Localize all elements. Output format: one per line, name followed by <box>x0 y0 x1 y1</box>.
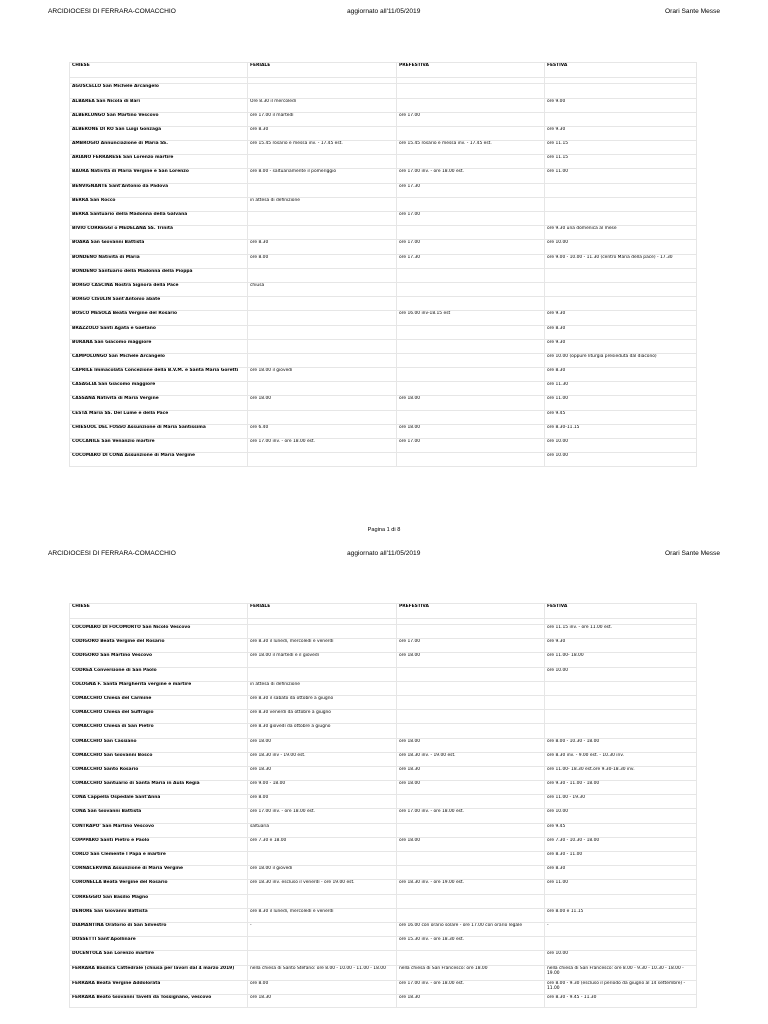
church-name-cell: BORGO CASCINA Nostra Signora della Pace <box>70 282 248 296</box>
prefestiva-cell <box>397 667 545 681</box>
diocese-name: ARCIDIOCESI DI FERRARA-COMACCHIO <box>48 8 176 15</box>
feriale-cell: ore 8.30 il sabato da ottobre a giugno <box>248 695 397 709</box>
feriale-cell <box>248 625 397 639</box>
church-name-cell: COMACCHIO Santo Rosario <box>70 766 248 780</box>
church-name-cell: DUCENTOLA San Lorenzo martire <box>70 951 248 965</box>
prefestiva-cell: ore 18.30 inv. - 19.00 est. <box>397 752 545 766</box>
church-name-cell: FERRARA Basilica Cattedrale (chiusa per lavori dal 4 marzo 2019) <box>70 965 248 980</box>
church-name-cell: COCCANILE San Venanzio martire <box>70 439 248 453</box>
table-row <box>70 695 697 709</box>
church-name-cell: DIAMANTINA Oratorio di San Silvestro <box>70 922 248 936</box>
festiva-cell: ore 8.30 - 11.00 <box>545 852 697 866</box>
feriale-cell: ore 9.00 - 18.00 <box>248 781 397 795</box>
prefestiva-cell <box>397 951 545 965</box>
church-name-cell: CODREA Conversione di San Paolo <box>70 667 248 681</box>
festiva-cell <box>545 268 697 282</box>
table-row <box>70 781 697 795</box>
festiva-cell: ore 11.00- 18.30 est.ore 9.30-18.30 inv. <box>545 766 697 780</box>
festiva-cell: ore 11.15 <box>545 155 697 169</box>
festiva-cell: ore 9.30 <box>545 126 697 140</box>
feriale-cell: ore 18.00 <box>248 738 397 752</box>
prefestiva-cell <box>397 339 545 353</box>
church-name-cell: BENVIGNANTE Sant'Antonio da Padova <box>70 183 248 197</box>
feriale-cell: ore 18.30 inv - 19.00 est. <box>248 752 397 766</box>
feriale-cell: ore 17.00 inv. - ore 18.00 est. <box>248 439 397 453</box>
feriale-cell: ore 8.30 venerdì da ottobre a giugno <box>248 710 397 724</box>
festiva-cell: ore 11.00 <box>545 880 697 894</box>
table-row <box>70 894 697 908</box>
festiva-cell <box>545 695 697 709</box>
festiva-cell: ore 11.00- 18.00 <box>545 653 697 667</box>
church-name-cell: COMACCHIO Chiesa del Carmine <box>70 695 248 709</box>
feriale-cell <box>248 453 397 467</box>
feriale-cell: ore 18.00 il giovedì <box>248 866 397 880</box>
column-header-festiva: FESTIVA <box>545 63 697 78</box>
prefestiva-cell <box>397 908 545 922</box>
church-name-cell: DENORE San Giovanni Battista <box>70 908 248 922</box>
prefestiva-cell: ore 17.00 <box>397 240 545 254</box>
table-row <box>70 823 697 837</box>
church-name-cell: CHIESUOL DEL FOSSO Assunzione di Maria Santissima <box>70 424 248 438</box>
table-row <box>70 410 697 424</box>
festiva-cell: ore 8.30 <box>545 368 697 382</box>
prefestiva-cell <box>397 382 545 396</box>
feriale-cell: ore 17.00 il martedì <box>248 112 397 126</box>
table-row <box>70 852 697 866</box>
feriale-cell <box>248 353 397 367</box>
prefestiva-cell: ore 17.00 <box>397 112 545 126</box>
feriale-cell: ore 8.30 giovedì da ottobre a giugno <box>248 724 397 738</box>
table-row <box>70 254 697 268</box>
prefestiva-cell: ore 15.45 rosario e messa inv. - 17.45 est. <box>397 141 545 155</box>
table-row <box>70 197 697 211</box>
feriale-cell: ore 8.00 - saltuariamente il pomeriggio <box>248 169 397 183</box>
festiva-cell <box>545 710 697 724</box>
festiva-cell: ore 9.30 <box>545 339 697 353</box>
table-row <box>70 639 697 653</box>
table-row <box>70 439 697 453</box>
feriale-cell: ore 8.30 il lunedì, mercoledì e venerdì <box>248 908 397 922</box>
table-row <box>70 339 697 353</box>
church-name-cell: FERRARA Beato Giovanni Tavelli da Tossignano, vescovo <box>70 994 248 1007</box>
church-name-cell: CAMPOLUNGO San Michele Arcangelo <box>70 353 248 367</box>
table-row <box>70 653 697 667</box>
church-name-cell: CONA Cappella Ospedale Sant'Anna <box>70 795 248 809</box>
church-name-cell: COMACCHIO Santuario di Santa Maria in Aula Regia <box>70 781 248 795</box>
feriale-cell: ore 18.30 <box>248 994 397 1007</box>
church-name-cell: ALBAREA San Nicola di Bari <box>70 98 248 112</box>
festiva-cell <box>545 724 697 738</box>
festiva-cell: ore 8.30-11.15 <box>545 424 697 438</box>
feriale-cell <box>248 410 397 424</box>
table-row <box>70 368 697 382</box>
church-name-cell: CORREGGIO San Basilio Magno <box>70 894 248 908</box>
festiva-cell: ore 9.30 <box>545 311 697 325</box>
prefestiva-cell: ore 17.00 <box>397 439 545 453</box>
prefestiva-cell <box>397 695 545 709</box>
table-row <box>70 937 697 951</box>
prefestiva-cell: ore 18.00 <box>397 653 545 667</box>
diocese-name: ARCIDIOCESI DI FERRARA-COMACCHIO <box>48 550 176 557</box>
prefestiva-cell <box>397 126 545 140</box>
festiva-cell <box>545 937 697 951</box>
feriale-cell <box>248 894 397 908</box>
table-row <box>70 724 697 738</box>
festiva-cell: ore 10.00 (oppure liturgia presieduta dal diacono) <box>545 353 697 367</box>
feriale-cell: ore 18.00 il giovedì <box>248 368 397 382</box>
table-row <box>70 667 697 681</box>
table-row <box>70 353 697 367</box>
church-name-cell: ARIANO FERRARESE San Lorenzo martire <box>70 155 248 169</box>
table-row <box>70 98 697 112</box>
table-row <box>70 710 697 724</box>
festiva-cell: ore 10.00 <box>545 951 697 965</box>
feriale-cell <box>248 937 397 951</box>
feriale-cell: ore 8.00 <box>248 254 397 268</box>
church-name-cell: DOSSETTI Sant'Apollinare <box>70 937 248 951</box>
column-header-chiese: CHIESE <box>70 63 248 78</box>
feriale-cell <box>248 268 397 282</box>
table-row <box>70 965 697 980</box>
church-name-cell: CONA San Giovanni Battista <box>70 809 248 823</box>
feriale-cell: ore 8.30 <box>248 126 397 140</box>
feriale-cell <box>248 212 397 226</box>
festiva-cell: ore 8.00 e 11.15 <box>545 908 697 922</box>
church-name-cell: BIVIO CORREGGI o MEDELANA SS. Trinità <box>70 226 248 240</box>
festiva-cell <box>545 84 697 99</box>
prefestiva-cell <box>397 84 545 99</box>
table-row <box>70 453 697 467</box>
table-row <box>70 212 697 226</box>
festiva-cell <box>545 183 697 197</box>
church-name-cell: CASAGLIA San Giacomo maggiore <box>70 382 248 396</box>
mass-schedule-table-page1 <box>69 62 697 467</box>
prefestiva-cell <box>397 98 545 112</box>
table-row <box>70 922 697 936</box>
prefestiva-cell: ore 18.00 <box>397 837 545 851</box>
table-row <box>70 795 697 809</box>
prefestiva-cell <box>397 353 545 367</box>
festiva-cell: ore 10.00 <box>545 240 697 254</box>
festiva-cell: ore 10.00 <box>545 453 697 467</box>
column-header-feriale: FERIALE <box>248 63 397 78</box>
prefestiva-cell: ore 18.30 <box>397 766 545 780</box>
church-name-cell: BOSCO MESOLA Beata Vergine del Rosario <box>70 311 248 325</box>
church-name-cell: CODIGORO Beata Vergine del Rosario <box>70 639 248 653</box>
feriale-cell <box>248 667 397 681</box>
church-name-cell: BAURA Natività di Maria Vergine e San Lorenzo <box>70 169 248 183</box>
festiva-cell <box>545 197 697 211</box>
prefestiva-cell: ore 17.00 inv. - ore 18.00 est. <box>397 169 545 183</box>
table-row <box>70 396 697 410</box>
table-row <box>70 880 697 894</box>
festiva-cell: ore 10.00 <box>545 667 697 681</box>
table-row <box>70 908 697 922</box>
feriale-cell <box>248 155 397 169</box>
table-header-row <box>70 604 697 619</box>
festiva-cell: ore 8.30 inv. - 9.00 est. - 10.30 inv. <box>545 752 697 766</box>
festiva-cell: ore 7.30 - 10.30 - 18.00 <box>545 837 697 851</box>
update-date: aggiornato all'11/05/2019 <box>347 550 421 557</box>
festiva-cell <box>545 282 697 296</box>
festiva-cell: ore 11.15 inv. - ore 11.00 est. <box>545 625 697 639</box>
prefestiva-cell: ore 18.00 <box>397 781 545 795</box>
church-name-cell: CAPRILE Immacolata Concezione della B.V.M. e Santa Maria Goretti <box>70 368 248 382</box>
prefestiva-cell <box>397 681 545 695</box>
table-row <box>70 297 697 311</box>
church-name-cell: CORLO San Clemente I Papa e martire <box>70 852 248 866</box>
festiva-cell: ore 11.00 - 19.30 <box>545 795 697 809</box>
festiva-cell <box>545 297 697 311</box>
feriale-cell: - <box>248 922 397 936</box>
feriale-cell: ore 8.00 <box>248 795 397 809</box>
table-row <box>70 809 697 823</box>
feriale-cell: nella chiesa di Santo Stefano: ore 8.00 - 10.00 - 11.00 - 18.00 <box>248 965 397 980</box>
table-row <box>70 84 697 99</box>
column-header-prefestiva: PREFESTIVA <box>397 604 545 619</box>
church-name-cell: FERRARA Beata Vergine Addolorata <box>70 980 248 994</box>
table-row <box>70 752 697 766</box>
prefestiva-cell <box>397 297 545 311</box>
table-row <box>70 112 697 126</box>
table-row <box>70 980 697 994</box>
prefestiva-cell: ore 18.30 <box>397 994 545 1007</box>
prefestiva-cell: ore 17.00 inv. - ore 18.00 est. <box>397 809 545 823</box>
table-row <box>70 311 697 325</box>
church-name-cell: CODIGORO San Martino Vescovo <box>70 653 248 667</box>
table-row <box>70 738 697 752</box>
church-name-cell: BURANA San Giacomo maggiore <box>70 339 248 353</box>
prefestiva-cell <box>397 325 545 339</box>
church-name-cell: BORGO CISULIN Sant'Antonio abate <box>70 297 248 311</box>
feriale-cell: ore 8.30 il lunedì, mercoledì e venerdì <box>248 639 397 653</box>
page1-header <box>48 8 720 20</box>
feriale-cell: ore 7.30 e 18.00 <box>248 837 397 851</box>
table-row <box>70 866 697 880</box>
festiva-cell <box>545 212 697 226</box>
church-name-cell: CASSANA Natività di Maria Vergine <box>70 396 248 410</box>
document-title: Orari Sante Messe <box>665 550 720 557</box>
church-name-cell: AGUSCELLO San Michele Arcangelo <box>70 84 248 99</box>
prefestiva-cell <box>397 268 545 282</box>
table-row <box>70 282 697 296</box>
festiva-cell: ore 9.30 <box>545 639 697 653</box>
prefestiva-cell <box>397 282 545 296</box>
prefestiva-cell: ore 16.00 inv-18.15 est <box>397 311 545 325</box>
table-row <box>70 183 697 197</box>
table-row <box>70 141 697 155</box>
feriale-cell <box>248 226 397 240</box>
festiva-cell: ore 9.30 - 11.00 - 18.00 <box>545 781 697 795</box>
page2-header <box>48 550 720 562</box>
festiva-cell: ore 8.30 <box>545 866 697 880</box>
table-row <box>70 382 697 396</box>
table-row <box>70 681 697 695</box>
church-name-cell: CORONELLA Beata Vergine del Rosario <box>70 880 248 894</box>
feriale-cell <box>248 325 397 339</box>
table-header-row <box>70 63 697 78</box>
table-row <box>70 994 697 1007</box>
page-number: Pagina 1 di 8 <box>367 527 401 533</box>
feriale-cell: in attesa di definizione <box>248 681 397 695</box>
church-name-cell: CORNACERVINA Assunzione di Maria Vergine <box>70 866 248 880</box>
table-row <box>70 424 697 438</box>
festiva-cell <box>545 681 697 695</box>
festiva-cell: ore 10.00 <box>545 439 697 453</box>
prefestiva-cell: ore 18.30 inv. - ore 19.00 est. <box>397 880 545 894</box>
festiva-cell: ore 10.00 <box>545 809 697 823</box>
church-name-cell: CONTRAPO' San Martino Vescovo <box>70 823 248 837</box>
prefestiva-cell <box>397 453 545 467</box>
feriale-cell <box>248 311 397 325</box>
prefestiva-cell <box>397 724 545 738</box>
table-row <box>70 951 697 965</box>
festiva-cell: ore 8.30 <box>545 325 697 339</box>
festiva-cell: ore 11.00 <box>545 169 697 183</box>
table-row <box>70 766 697 780</box>
table-row <box>70 625 697 639</box>
table-row <box>70 126 697 140</box>
prefestiva-cell: ore 18.00 <box>397 738 545 752</box>
feriale-cell: ore 8.00 <box>248 980 397 994</box>
feriale-cell <box>248 339 397 353</box>
feriale-cell: in attesa di definizione <box>248 197 397 211</box>
church-name-cell: AMBROGIO Annunciazione di Maria SS. <box>70 141 248 155</box>
church-name-cell: ALBERONE DI RO San Luigi Gonzaga <box>70 126 248 140</box>
festiva-cell: ore 11.00 <box>545 396 697 410</box>
church-name-cell: BOARA San Giovanni Battista <box>70 240 248 254</box>
column-header-festiva: FESTIVA <box>545 604 697 619</box>
church-name-cell: COPPPARO Santi Pietro e Paolo <box>70 837 248 851</box>
table-row <box>70 837 697 851</box>
table-row <box>70 169 697 183</box>
feriale-cell: saltuaria <box>248 823 397 837</box>
prefestiva-cell <box>397 852 545 866</box>
prefestiva-cell <box>397 866 545 880</box>
feriale-cell: ore 18.00 il martedì e il giovedì <box>248 653 397 667</box>
table-row <box>70 268 697 282</box>
festiva-cell: ore 11.30 <box>545 382 697 396</box>
mass-schedule-table-page2 <box>69 603 697 1008</box>
prefestiva-cell <box>397 368 545 382</box>
prefestiva-cell: ore 17.00 inv. - ore 18.00 est. <box>397 980 545 994</box>
festiva-cell: ore 9.30 una domenica al mese <box>545 226 697 240</box>
prefestiva-cell <box>397 894 545 908</box>
prefestiva-cell: ore 18.00 <box>397 424 545 438</box>
festiva-cell: ore 9.45 <box>545 823 697 837</box>
feriale-cell <box>248 382 397 396</box>
festiva-cell: ore 9.00 - 10.00 - 11.30 (centro Maria della pace) - 17.30 <box>545 254 697 268</box>
prefestiva-cell: ore 17.30 <box>397 254 545 268</box>
prefestiva-cell <box>397 155 545 169</box>
table-row <box>70 240 697 254</box>
church-name-cell: ALBERLUNGO San Martino Vescovo <box>70 112 248 126</box>
prefestiva-cell: ore 17.00 <box>397 639 545 653</box>
feriale-cell <box>248 84 397 99</box>
prefestiva-cell: ore 15.30 inv. - ore 18.30 est. <box>397 937 545 951</box>
feriale-cell: chiusa <box>248 282 397 296</box>
feriale-cell: ore 6.40 <box>248 424 397 438</box>
feriale-cell <box>248 852 397 866</box>
feriale-cell: ore 15.45 rosario e messa inv. - 17.45 est. <box>248 141 397 155</box>
feriale-cell: ore 18.30 inv. escluso il venerdì - ore 19.00 est. <box>248 880 397 894</box>
feriale-cell: ore 18.00 <box>248 396 397 410</box>
church-name-cell: CESTA Maria SS. Del Lume e della Pace <box>70 410 248 424</box>
church-name-cell: BERRA Santuario della Madonna della Galvana <box>70 212 248 226</box>
festiva-cell: ore 8.00 - 10.30 - 18.00 <box>545 738 697 752</box>
prefestiva-cell <box>397 410 545 424</box>
prefestiva-cell: ore 16.00 con orario solare - ore 17.00 con orario legale <box>397 922 545 936</box>
church-name-cell: COCOMARO DI FOCOMORTO San Nicolò Vescovo <box>70 625 248 639</box>
festiva-cell: ore 8.00 - 9.30 (escluso il periodo da giugno al 14 settembre) - 11.00 <box>545 980 697 994</box>
document-title: Orari Sante Messe <box>665 8 720 15</box>
feriale-cell: Ore 8.30 il mercoledì <box>248 98 397 112</box>
prefestiva-cell <box>397 823 545 837</box>
church-name-cell: BRAZZOLO Santi Agata e Gaetano <box>70 325 248 339</box>
column-header-feriale: FERIALE <box>248 604 397 619</box>
festiva-cell: - <box>545 922 697 936</box>
festiva-cell: ore 9.00 <box>545 98 697 112</box>
church-name-cell: BONDENO Santuario della Madonna della Pioppa <box>70 268 248 282</box>
table-row <box>70 155 697 169</box>
church-name-cell: COMACCHIO San Cassiano <box>70 738 248 752</box>
column-header-prefestiva: PREFESTIVA <box>397 63 545 78</box>
festiva-cell: ore 9.45 <box>545 410 697 424</box>
feriale-cell: ore 8.30 <box>248 240 397 254</box>
church-name-cell: COLOGNA F. Santa Margherita vergine e martire <box>70 681 248 695</box>
prefestiva-cell: ore 17.30 <box>397 183 545 197</box>
feriale-cell <box>248 297 397 311</box>
prefestiva-cell: ore 17.00 <box>397 212 545 226</box>
prefestiva-cell <box>397 625 545 639</box>
festiva-cell: ore 11.15 <box>545 141 697 155</box>
church-name-cell: COMACCHIO Chiesa di San Pietro <box>70 724 248 738</box>
festiva-cell <box>545 112 697 126</box>
table-row <box>70 226 697 240</box>
column-header-chiese: CHIESE <box>70 604 248 619</box>
prefestiva-cell <box>397 710 545 724</box>
prefestiva-cell <box>397 795 545 809</box>
church-name-cell: COCOMARO DI CONA Assunzione di Maria Vergine <box>70 453 248 467</box>
church-name-cell: COMACCHIO San Giovanni Bosco <box>70 752 248 766</box>
feriale-cell <box>248 951 397 965</box>
prefestiva-cell: nella chiesa di San Francesco: ore 18.00 <box>397 965 545 980</box>
feriale-cell: ore 17.00 inv. - ore 18.00 est. <box>248 809 397 823</box>
church-name-cell: COMACCHIO Chiesa del Suffragio <box>70 710 248 724</box>
feriale-cell: ore 18.30 <box>248 766 397 780</box>
table-row <box>70 325 697 339</box>
festiva-cell: nella chiesa di San Francesco: ore 8.00 - 9.30 - 10.30 - 18.00 - 19.00 <box>545 965 697 980</box>
prefestiva-cell <box>397 226 545 240</box>
festiva-cell: ore 8.30 - 9.45 - 11.30 <box>545 994 697 1007</box>
prefestiva-cell <box>397 197 545 211</box>
update-date: aggiornato all'11/05/2019 <box>347 8 421 15</box>
church-name-cell: BERRA San Rocco <box>70 197 248 211</box>
feriale-cell <box>248 183 397 197</box>
church-name-cell: BONDENO Natività di Maria <box>70 254 248 268</box>
prefestiva-cell: ore 18.00 <box>397 396 545 410</box>
festiva-cell <box>545 894 697 908</box>
